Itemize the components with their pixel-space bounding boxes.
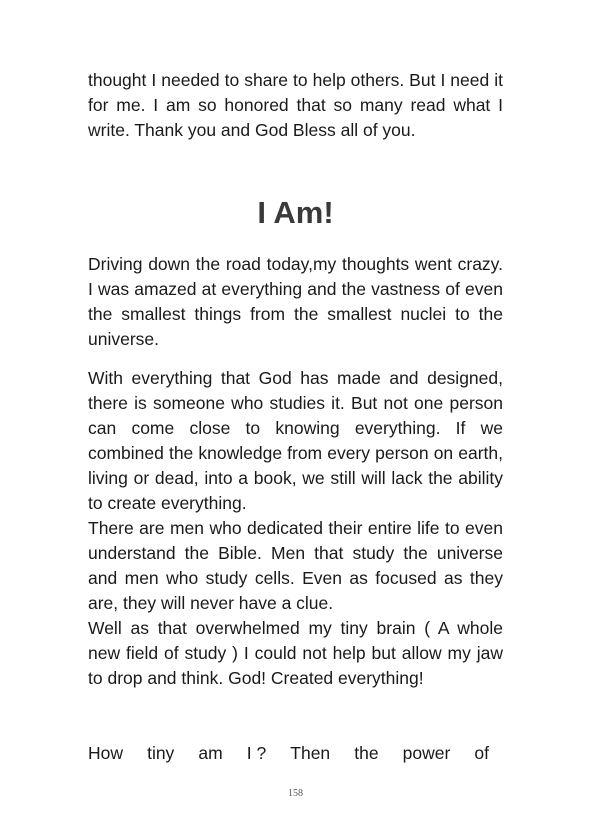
- final-line-word: Then: [290, 743, 331, 763]
- final-line-word: How: [88, 743, 124, 763]
- paragraph-text: With everything that God has made and designed, there is someone who studies it. But not one person can come close to knowing everything. If we combined the knowledge from every person on earth, living or dead, into a book, we still will lack the ability to create everything.: [88, 368, 503, 513]
- final-line-word: power: [402, 743, 451, 763]
- final-line-word: tiny: [147, 743, 175, 763]
- final-line-word: the: [354, 743, 379, 763]
- chapter-title: I Am!: [257, 195, 334, 230]
- intro-text: thought I needed to share to help others. But I need it for me. I am so honored that so many read what I write. Thank you and God Bless all of you.: [88, 70, 503, 140]
- page-number: 158: [288, 788, 303, 799]
- final-line-word: of: [474, 743, 489, 763]
- final-line: [88, 741, 503, 766]
- paragraph-driving: [88, 252, 503, 352]
- final-line-word: I ?: [246, 743, 267, 763]
- paragraph-group: [88, 366, 503, 691]
- paragraph-text: Driving down the road today,my thoughts went crazy. I was amazed at everything and the vastness of even the smallest things from the smallest nuclei to the universe.: [88, 254, 503, 349]
- intro-paragraph: [88, 68, 503, 143]
- paragraph-text: Well as that overwhelmed my tiny brain ( A whole new field of study ) I could not help but allow my jaw to drop and think. God! Created everything!: [88, 618, 503, 688]
- final-line-word: am: [198, 743, 223, 763]
- paragraph-text: There are men who dedicated their entire life to even understand the Bible. Men that study the universe and men who study cells. Even as focused as they are, they will never have a clue.: [88, 518, 503, 613]
